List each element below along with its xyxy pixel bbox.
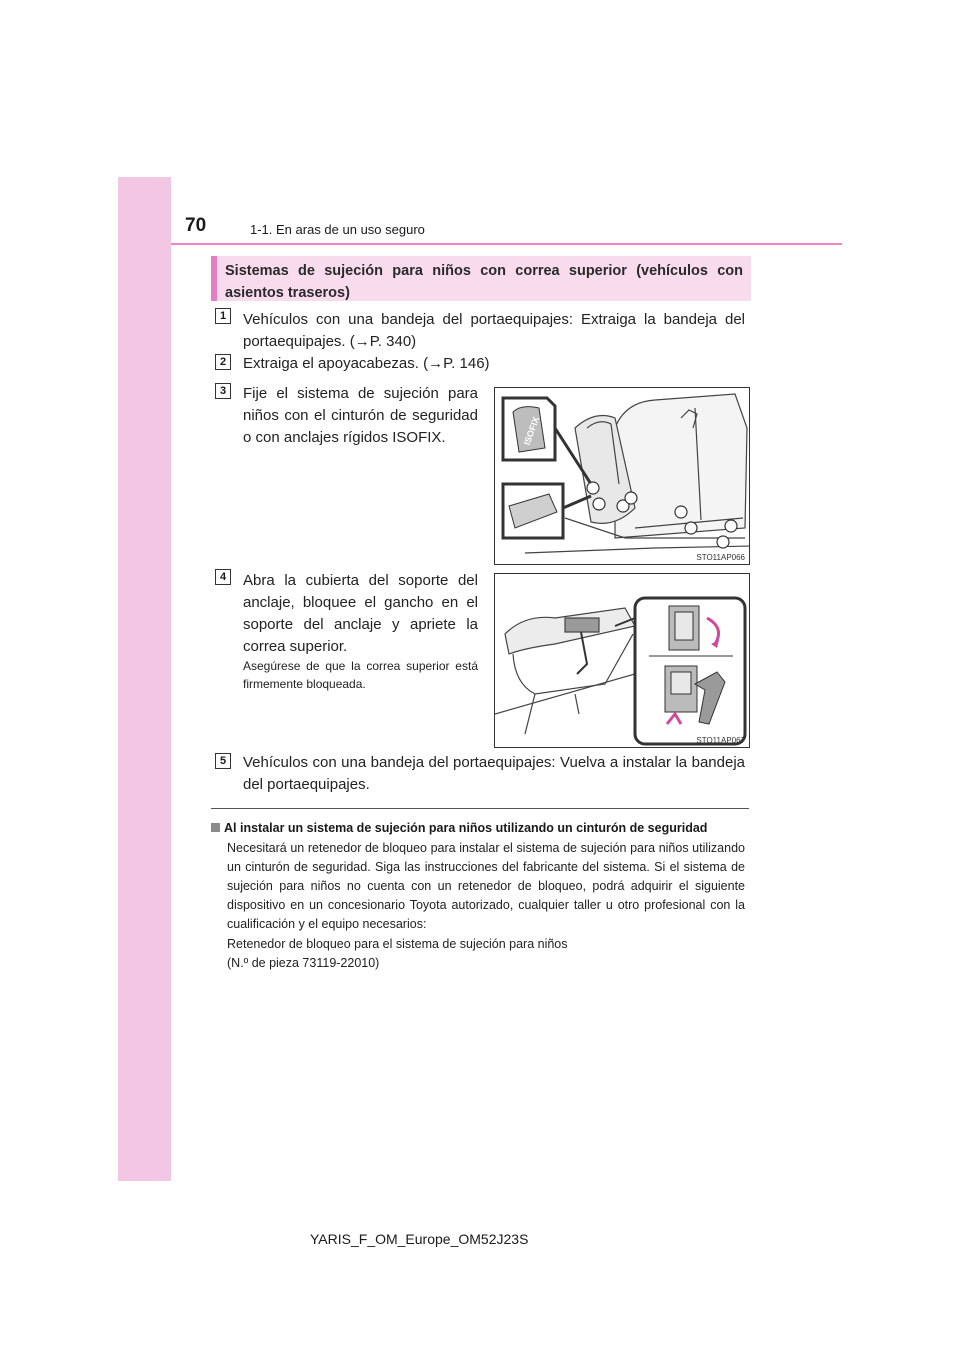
step-3-text: Fije el sistema de sujeción para niños con el cinturón de seguridad o con anclajes rígidos ISOFIX. <box>243 385 478 446</box>
section-heading: Sistemas de sujeción para niños con correa superior (vehículos con asientos traseros) <box>211 256 751 301</box>
step-number-5: 5 <box>215 753 231 769</box>
isofix-figure <box>494 387 750 565</box>
step-4-text: Abra la cubierta del soporte del anclaje, bloquee el gancho en el soporte del anclaje y apriete la correa superior. <box>243 572 478 655</box>
side-tab <box>118 177 171 1181</box>
info-heading-text: Al instalar un sistema de sujeción para niños utilizando un cinturón de seguridad <box>224 821 708 835</box>
tether-anchor-figure <box>494 573 750 748</box>
step-number-2: 2 <box>215 354 231 370</box>
info-part-line-2: (N.º de pieza 73119-22010) <box>227 956 380 970</box>
info-part-line-1: Retenedor de bloqueo para el sistema de sujeción para niños <box>227 937 568 951</box>
figure-code-2: STO11AP067 <box>696 736 745 745</box>
info-heading <box>211 821 707 835</box>
footer-code: YARIS_F_OM_Europe_OM52J23S <box>310 1231 529 1247</box>
step-number-3: 3 <box>215 383 231 399</box>
step-number-1: 1 <box>215 308 231 324</box>
info-paragraph: Necesitará un retenedor de bloqueo para instalar el sistema de sujeción para niños utilizando un cinturón de seguridad. Siga las instrucciones del fabricante del sistema. Si el sistema de sujeción para niños no cuenta con un retenedor de bloqueo, podrá adquirir el siguiente dispositivo en un concesionario Toyota autorizado, cualquier taller u otro profesional con la cualificación y el equipo necesarios: <box>227 841 745 931</box>
step-2-text: Extraiga el apoyacabezas. (→P. 146) <box>243 355 490 372</box>
page-number: 70 <box>185 215 207 236</box>
step-4-note: Asegúrese de que la correa superior está firmemente bloqueada. <box>243 659 478 691</box>
tether-anchor-illustration <box>495 574 750 748</box>
figure-code: STO11AP066 <box>696 553 745 562</box>
step-number-4: 4 <box>215 569 231 585</box>
step-1-text: Vehículos con una bandeja del portaequipajes: Extraiga la bandeja del portaequipajes. (→P. 340) <box>243 311 745 350</box>
bullet-square-icon <box>211 823 220 832</box>
step-5-text: Vehículos con una bandeja del portaequipajes: Vuelva a instalar la bandeja del portaequipajes. <box>243 754 745 793</box>
info-divider <box>211 808 749 809</box>
section-title: 1-1. En aras de un uso seguro <box>250 222 425 237</box>
rear-seat-illustration <box>495 388 750 565</box>
isofix-callout-bottom <box>503 484 591 538</box>
anchor-detail-callout <box>635 598 745 744</box>
isofix-label: ISOFIX <box>521 415 542 447</box>
header-rule <box>171 243 842 245</box>
